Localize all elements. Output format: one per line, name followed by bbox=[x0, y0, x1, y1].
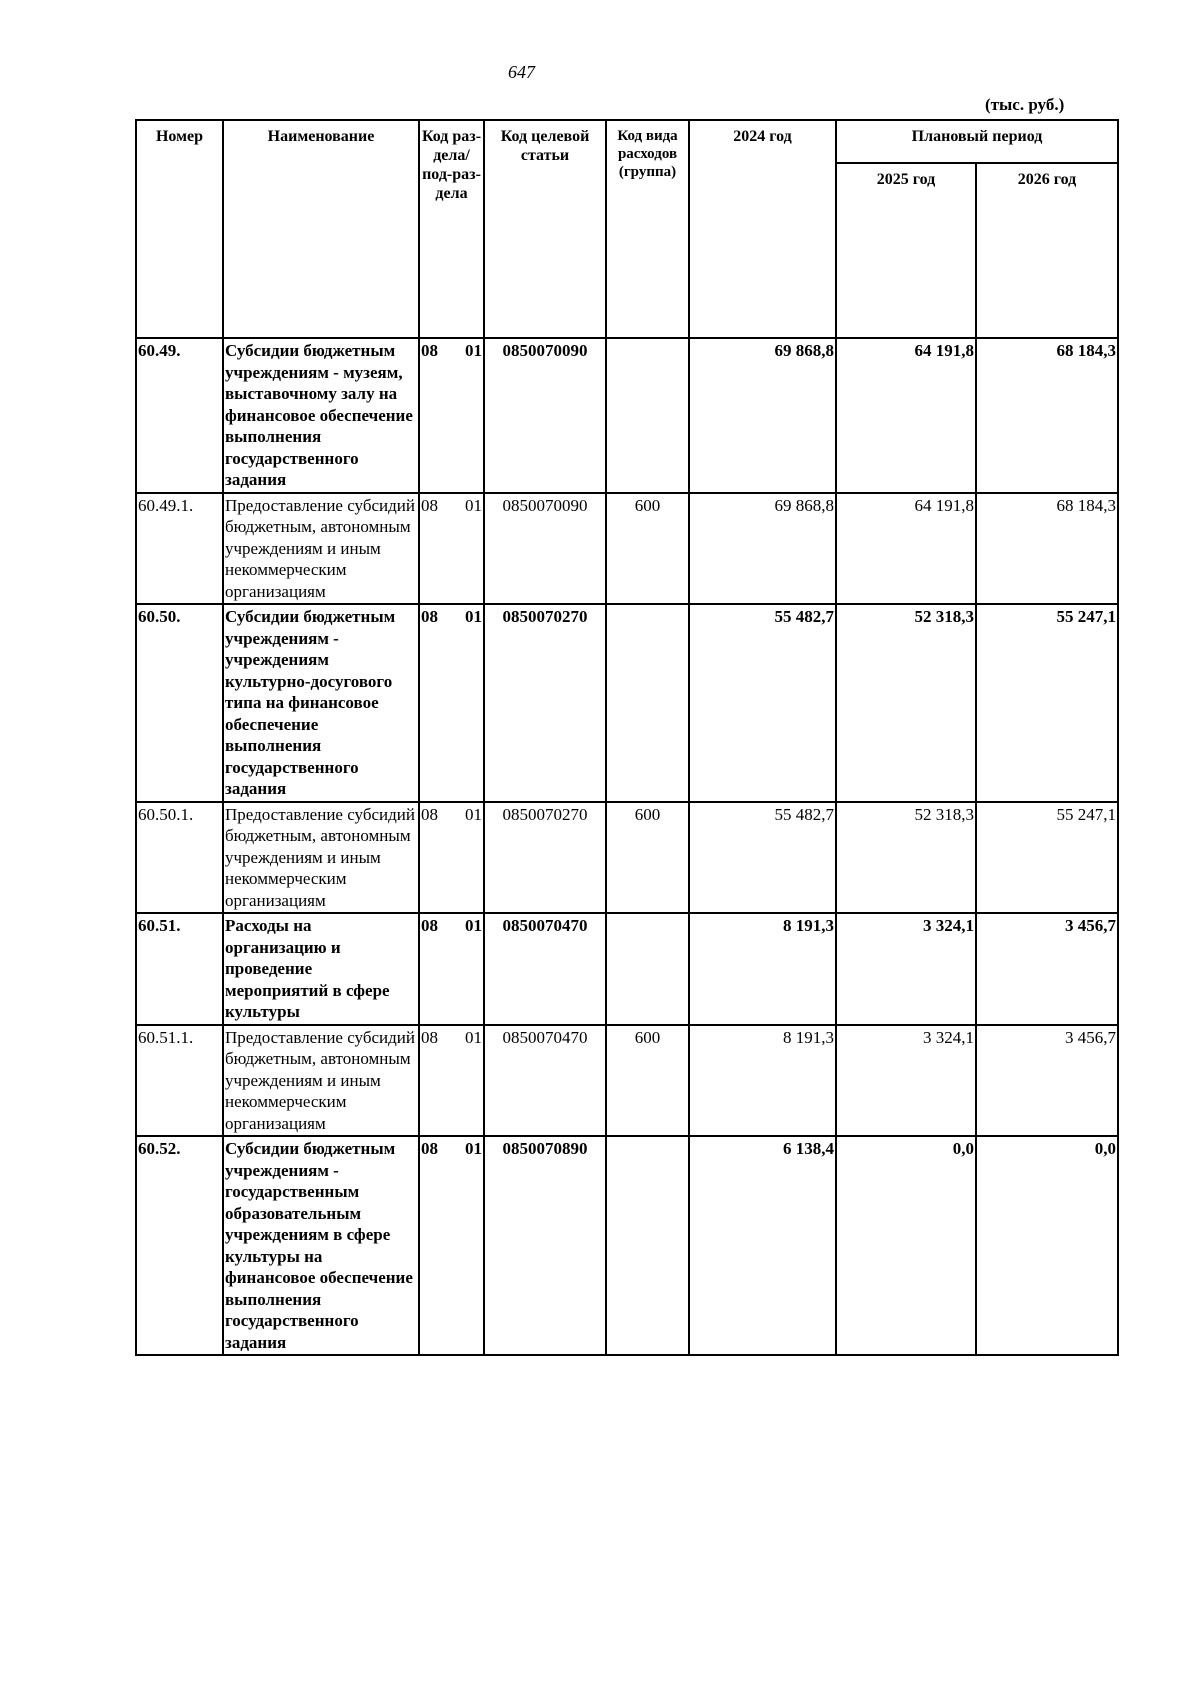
row-section: 08 bbox=[421, 495, 438, 515]
table-row bbox=[136, 493, 1118, 605]
row-section: 08 bbox=[421, 1027, 438, 1047]
table-row bbox=[136, 913, 1118, 1025]
row-section: 08 bbox=[421, 804, 438, 824]
row-amount-2026: 55 247,1 bbox=[976, 604, 1118, 802]
header-row-1 bbox=[136, 120, 1118, 163]
header-section-code: Код раз-дела/ под-раз-дела bbox=[419, 120, 484, 338]
header-year-2024: 2024 год bbox=[689, 120, 836, 338]
row-number: 60.50.1. bbox=[136, 802, 223, 914]
header-year-2025: 2025 год bbox=[836, 163, 976, 338]
row-amount-2026: 3 456,7 bbox=[976, 913, 1118, 1025]
row-amount-2024: 8 191,3 bbox=[689, 913, 836, 1025]
row-amount-2025: 3 324,1 bbox=[836, 1025, 976, 1137]
row-section-code bbox=[419, 802, 484, 914]
table-row bbox=[136, 604, 1118, 802]
row-expense-type: 600 bbox=[606, 802, 689, 914]
header-year-2026: 2026 год bbox=[976, 163, 1118, 338]
row-expense-type bbox=[606, 913, 689, 1025]
header-number: Номер bbox=[136, 120, 223, 338]
row-section: 08 bbox=[421, 1139, 438, 1158]
row-section: 08 bbox=[421, 916, 438, 935]
row-target-code: 0850070890 bbox=[484, 1136, 606, 1355]
row-amount-2024: 69 868,8 bbox=[689, 493, 836, 605]
header-name: Наименование bbox=[223, 120, 419, 338]
row-number: 60.49.1. bbox=[136, 493, 223, 605]
row-amount-2025: 64 191,8 bbox=[836, 493, 976, 605]
row-section-code bbox=[419, 913, 484, 1025]
row-amount-2026: 68 184,3 bbox=[976, 338, 1118, 493]
budget-table bbox=[135, 119, 1119, 1356]
row-amount-2024: 6 138,4 bbox=[689, 1136, 836, 1355]
row-target-code: 0850070090 bbox=[484, 493, 606, 605]
header-plan-period: Плановый период bbox=[836, 120, 1118, 163]
row-name: Субсидии бюджетным учреждениям - учреждениям культурно-досугового типа на финансовое обеспечение выполнения государственного задания bbox=[223, 604, 419, 802]
header-expense-type: Код вида расходов (группа) bbox=[606, 120, 689, 338]
row-section-code bbox=[419, 338, 484, 493]
row-target-code: 0850070090 bbox=[484, 338, 606, 493]
row-expense-type: 600 bbox=[606, 493, 689, 605]
row-name: Предоставление субсидий бюджетным, автономным учреждениям и иным некоммерческим организациям bbox=[223, 802, 419, 914]
row-section-code bbox=[419, 1136, 484, 1355]
page-number: 647 bbox=[508, 62, 535, 82]
row-name: Субсидии бюджетным учреждениям - государственным образовательным учреждениям в сфере культуры на финансовое обеспечение выполнения государственного задания bbox=[223, 1136, 419, 1355]
row-amount-2025: 52 318,3 bbox=[836, 604, 976, 802]
row-number: 60.51. bbox=[136, 913, 223, 1025]
row-amount-2024: 55 482,7 bbox=[689, 604, 836, 802]
row-subsection: 01 bbox=[465, 804, 482, 824]
row-subsection: 01 bbox=[465, 341, 482, 360]
header-target-code: Код целевой статьи bbox=[484, 120, 606, 338]
table-row bbox=[136, 1136, 1118, 1355]
row-section: 08 bbox=[421, 341, 438, 360]
row-section-code bbox=[419, 604, 484, 802]
row-amount-2025: 52 318,3 bbox=[836, 802, 976, 914]
row-amount-2024: 69 868,8 bbox=[689, 338, 836, 493]
row-amount-2026: 3 456,7 bbox=[976, 1025, 1118, 1137]
row-number: 60.51.1. bbox=[136, 1025, 223, 1137]
row-amount-2026: 0,0 bbox=[976, 1136, 1118, 1355]
row-amount-2026: 55 247,1 bbox=[976, 802, 1118, 914]
row-subsection: 01 bbox=[465, 1027, 482, 1047]
row-subsection: 01 bbox=[465, 607, 482, 626]
row-name: Субсидии бюджетным учреждениям - музеям, выставочному залу на финансовое обеспечение выполнения государственного задания bbox=[223, 338, 419, 493]
row-target-code: 0850070270 bbox=[484, 604, 606, 802]
row-amount-2025: 0,0 bbox=[836, 1136, 976, 1355]
row-number: 60.52. bbox=[136, 1136, 223, 1355]
row-target-code: 0850070470 bbox=[484, 913, 606, 1025]
row-expense-type: 600 bbox=[606, 1025, 689, 1137]
units-label: (тыс. руб.) bbox=[985, 95, 1065, 114]
row-amount-2024: 55 482,7 bbox=[689, 802, 836, 914]
row-subsection: 01 bbox=[465, 916, 482, 935]
row-amount-2025: 64 191,8 bbox=[836, 338, 976, 493]
row-expense-type bbox=[606, 338, 689, 493]
row-amount-2026: 68 184,3 bbox=[976, 493, 1118, 605]
row-section-code bbox=[419, 493, 484, 605]
row-expense-type bbox=[606, 604, 689, 802]
table-row bbox=[136, 1025, 1118, 1137]
row-number: 60.49. bbox=[136, 338, 223, 493]
row-name: Предоставление субсидий бюджетным, автономным учреждениям и иным некоммерческим организациям bbox=[223, 493, 419, 605]
row-name: Предоставление субсидий бюджетным, автономным учреждениям и иным некоммерческим организациям bbox=[223, 1025, 419, 1137]
row-target-code: 0850070270 bbox=[484, 802, 606, 914]
row-section-code bbox=[419, 1025, 484, 1137]
row-section: 08 bbox=[421, 607, 438, 626]
table-row bbox=[136, 338, 1118, 493]
row-subsection: 01 bbox=[465, 1139, 482, 1158]
row-amount-2024: 8 191,3 bbox=[689, 1025, 836, 1137]
row-expense-type bbox=[606, 1136, 689, 1355]
row-subsection: 01 bbox=[465, 495, 482, 515]
row-target-code: 0850070470 bbox=[484, 1025, 606, 1137]
table-row bbox=[136, 802, 1118, 914]
table-body bbox=[136, 338, 1118, 1355]
row-number: 60.50. bbox=[136, 604, 223, 802]
row-name: Расходы на организацию и проведение мероприятий в сфере культуры bbox=[223, 913, 419, 1025]
row-amount-2025: 3 324,1 bbox=[836, 913, 976, 1025]
